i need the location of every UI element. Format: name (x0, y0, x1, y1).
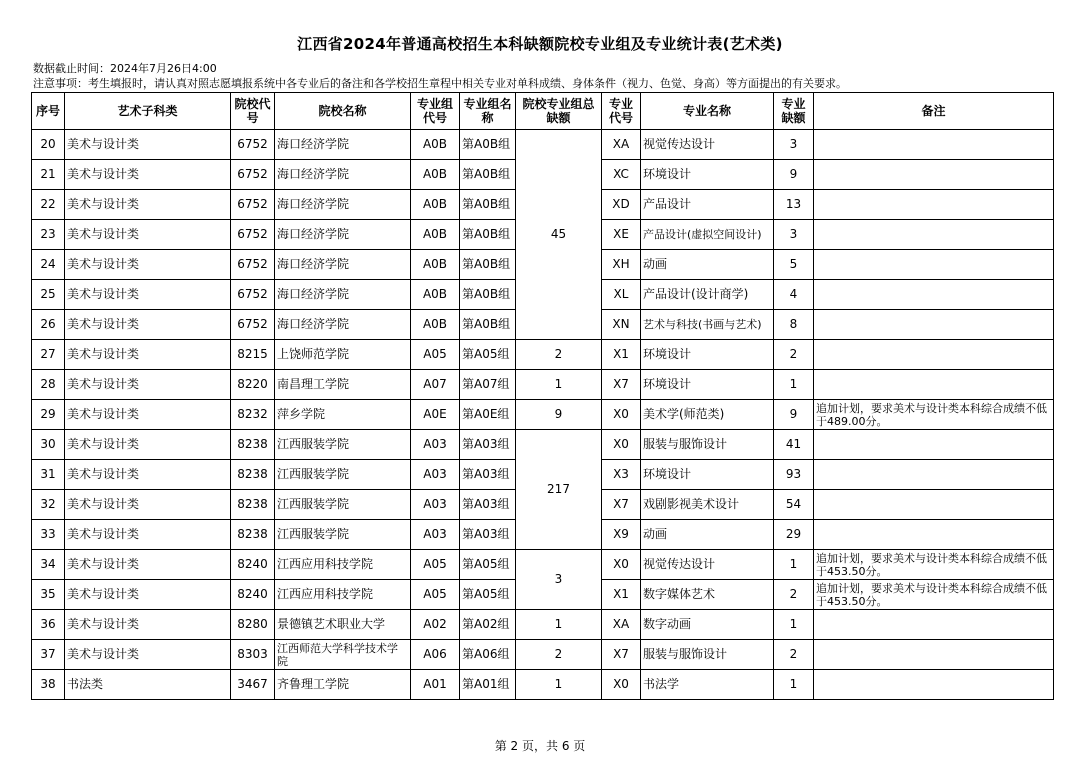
cell-seq: 33 (32, 520, 65, 550)
cell-group-code: A02 (411, 610, 460, 640)
header-major-code: 专业代号 (602, 93, 641, 130)
table-row (32, 400, 1054, 430)
cell-school-code: 3467 (231, 670, 275, 700)
cell-school-code: 8238 (231, 520, 275, 550)
cell-major-code: X7 (602, 370, 641, 400)
cell-seq: 35 (32, 580, 65, 610)
cell-major-vacancy: 8 (774, 310, 814, 340)
cell-remark (814, 490, 1054, 520)
cell-group-code: A05 (411, 340, 460, 370)
header-school-code: 院校代号 (231, 93, 275, 130)
cell-seq: 23 (32, 220, 65, 250)
cell-remark (814, 250, 1054, 280)
cell-major-name: 艺术与科技(书画与艺术) (641, 310, 774, 340)
cell-group-code: A0E (411, 400, 460, 430)
header-group-code: 专业组代号 (411, 93, 460, 130)
cell-group-code: A0B (411, 130, 460, 160)
cell-major-vacancy: 13 (774, 190, 814, 220)
cell-subcategory: 美术与设计类 (65, 520, 231, 550)
cell-seq: 30 (32, 430, 65, 460)
cell-school-name: 海口经济学院 (275, 220, 411, 250)
cell-school-code: 8215 (231, 340, 275, 370)
cell-school-code: 8220 (231, 370, 275, 400)
cell-remark (814, 340, 1054, 370)
cell-subcategory: 美术与设计类 (65, 160, 231, 190)
notice-text: 注意事项：考生填报时，请认真对照志愿填报系统中各专业后的备注和各学校招生章程中相关专业对单科成绩、身体条件（视力、色觉、身高）等方面提出的有关要求。 (33, 77, 847, 90)
cell-remark (814, 640, 1054, 670)
cell-school-name: 江西服装学院 (275, 520, 411, 550)
cell-school-code: 6752 (231, 160, 275, 190)
cell-major-code: X0 (602, 430, 641, 460)
cell-major-name: 书法学 (641, 670, 774, 700)
table-row (32, 550, 1054, 580)
cell-major-code: XA (602, 610, 641, 640)
cell-remark: 追加计划，要求美术与设计类本科综合成绩不低于453.50分。 (814, 550, 1054, 580)
cell-school-code: 6752 (231, 310, 275, 340)
cell-school-name: 海口经济学院 (275, 190, 411, 220)
cell-major-vacancy: 93 (774, 460, 814, 490)
cell-subcategory: 美术与设计类 (65, 370, 231, 400)
cell-major-vacancy: 1 (774, 370, 814, 400)
table-row (32, 340, 1054, 370)
header-subcategory: 艺术子科类 (65, 93, 231, 130)
cell-group-vacancy: 1 (516, 370, 602, 400)
cell-major-vacancy: 29 (774, 520, 814, 550)
cell-subcategory: 美术与设计类 (65, 460, 231, 490)
cell-remark (814, 130, 1054, 160)
cell-major-name: 动画 (641, 250, 774, 280)
cell-school-name: 海口经济学院 (275, 250, 411, 280)
cell-major-code: X1 (602, 340, 641, 370)
cell-group-name: 第A01组 (460, 670, 516, 700)
cell-school-name: 江西服装学院 (275, 430, 411, 460)
cell-remark: 追加计划，要求美术与设计类本科综合成绩不低于489.00分。 (814, 400, 1054, 430)
cell-seq: 22 (32, 190, 65, 220)
cell-major-name: 戏剧影视美术设计 (641, 490, 774, 520)
cell-group-name: 第A0B组 (460, 160, 516, 190)
header-group-vacancy: 院校专业组总缺额 (516, 93, 602, 130)
cell-group-code: A0B (411, 160, 460, 190)
cell-major-vacancy: 9 (774, 160, 814, 190)
cell-group-name: 第A0B组 (460, 250, 516, 280)
cell-school-code: 8238 (231, 460, 275, 490)
header-seq: 序号 (32, 93, 65, 130)
cell-school-name: 海口经济学院 (275, 130, 411, 160)
cell-group-name: 第A0B组 (460, 130, 516, 160)
cell-subcategory: 美术与设计类 (65, 340, 231, 370)
cell-group-code: A03 (411, 430, 460, 460)
cell-seq: 27 (32, 340, 65, 370)
cell-school-code: 6752 (231, 280, 275, 310)
cell-school-name: 齐鲁理工学院 (275, 670, 411, 700)
data-deadline: 数据截止时间：2024年7月26日4:00 (33, 62, 217, 75)
cell-group-code: A03 (411, 460, 460, 490)
cell-seq: 36 (32, 610, 65, 640)
cell-school-name: 萍乡学院 (275, 400, 411, 430)
cell-subcategory: 美术与设计类 (65, 580, 231, 610)
cell-group-name: 第A05组 (460, 340, 516, 370)
cell-group-code: A06 (411, 640, 460, 670)
cell-remark (814, 520, 1054, 550)
cell-major-code: X7 (602, 490, 641, 520)
cell-seq: 34 (32, 550, 65, 580)
cell-school-name: 江西服装学院 (275, 490, 411, 520)
table-row (32, 670, 1054, 700)
cell-seq: 32 (32, 490, 65, 520)
cell-major-vacancy: 5 (774, 250, 814, 280)
cell-major-name: 数字动画 (641, 610, 774, 640)
table-row (32, 430, 1054, 460)
cell-remark (814, 310, 1054, 340)
cell-group-name: 第A03组 (460, 430, 516, 460)
cell-school-code: 8240 (231, 550, 275, 580)
cell-school-name: 上饶师范学院 (275, 340, 411, 370)
cell-major-name: 数字媒体艺术 (641, 580, 774, 610)
cell-group-vacancy: 9 (516, 400, 602, 430)
cell-major-vacancy: 2 (774, 340, 814, 370)
cell-remark (814, 190, 1054, 220)
cell-group-vacancy: 45 (516, 130, 602, 340)
cell-remark (814, 460, 1054, 490)
cell-seq: 28 (32, 370, 65, 400)
cell-major-code: XH (602, 250, 641, 280)
cell-school-code: 8280 (231, 610, 275, 640)
cell-group-code: A0B (411, 250, 460, 280)
cell-major-name: 视觉传达设计 (641, 550, 774, 580)
cell-school-code: 6752 (231, 190, 275, 220)
table-row (32, 610, 1054, 640)
table-header-row (32, 93, 1054, 130)
cell-subcategory: 美术与设计类 (65, 640, 231, 670)
cell-seq: 29 (32, 400, 65, 430)
cell-group-vacancy: 2 (516, 340, 602, 370)
cell-remark: 追加计划，要求美术与设计类本科综合成绩不低于453.50分。 (814, 580, 1054, 610)
cell-group-name: 第A0E组 (460, 400, 516, 430)
cell-seq: 25 (32, 280, 65, 310)
cell-group-name: 第A02组 (460, 610, 516, 640)
cell-major-vacancy: 54 (774, 490, 814, 520)
table-row (32, 130, 1054, 160)
cell-remark (814, 280, 1054, 310)
cell-major-name: 动画 (641, 520, 774, 550)
cell-school-code: 6752 (231, 130, 275, 160)
cell-major-code: XL (602, 280, 641, 310)
cell-seq: 31 (32, 460, 65, 490)
cell-subcategory: 美术与设计类 (65, 250, 231, 280)
cell-group-code: A0B (411, 310, 460, 340)
cell-group-name: 第A05组 (460, 550, 516, 580)
cell-major-vacancy: 1 (774, 550, 814, 580)
cell-school-name: 海口经济学院 (275, 280, 411, 310)
cell-group-vacancy: 1 (516, 610, 602, 640)
cell-group-name: 第A07组 (460, 370, 516, 400)
cell-subcategory: 美术与设计类 (65, 280, 231, 310)
cell-group-code: A01 (411, 670, 460, 700)
cell-major-vacancy: 2 (774, 640, 814, 670)
cell-seq: 24 (32, 250, 65, 280)
cell-major-code: X1 (602, 580, 641, 610)
cell-remark (814, 160, 1054, 190)
cell-major-vacancy: 41 (774, 430, 814, 460)
cell-major-code: XD (602, 190, 641, 220)
cell-group-code: A05 (411, 550, 460, 580)
cell-major-name: 产品设计(设计商学) (641, 280, 774, 310)
cell-school-name: 海口经济学院 (275, 160, 411, 190)
cell-school-code: 8303 (231, 640, 275, 670)
cell-group-code: A03 (411, 490, 460, 520)
cell-remark (814, 370, 1054, 400)
cell-major-vacancy: 9 (774, 400, 814, 430)
cell-subcategory: 美术与设计类 (65, 190, 231, 220)
cell-group-name: 第A0B组 (460, 280, 516, 310)
cell-remark (814, 670, 1054, 700)
header-remark: 备注 (814, 93, 1054, 130)
cell-group-vacancy: 3 (516, 550, 602, 610)
cell-major-vacancy: 2 (774, 580, 814, 610)
cell-group-name: 第A03组 (460, 460, 516, 490)
cell-school-name: 景德镇艺术职业大学 (275, 610, 411, 640)
cell-group-name: 第A0B组 (460, 220, 516, 250)
page-title: 江西省2024年普通高校招生本科缺额院校专业组及专业统计表(艺术类) (297, 35, 783, 53)
cell-group-name: 第A05组 (460, 580, 516, 610)
cell-major-code: XE (602, 220, 641, 250)
cell-major-code: XC (602, 160, 641, 190)
cell-major-name: 环境设计 (641, 370, 774, 400)
cell-seq: 37 (32, 640, 65, 670)
cell-remark (814, 610, 1054, 640)
cell-major-vacancy: 3 (774, 130, 814, 160)
cell-major-name: 产品设计(虚拟空间设计) (641, 220, 774, 250)
cell-seq: 38 (32, 670, 65, 700)
cell-major-name: 美术学(师范类) (641, 400, 774, 430)
table-row (32, 370, 1054, 400)
cell-school-name: 江西应用科技学院 (275, 580, 411, 610)
header-group-name: 专业组名称 (460, 93, 516, 130)
cell-subcategory: 美术与设计类 (65, 310, 231, 340)
page-number: 第 2 页，共 6 页 (494, 739, 586, 753)
cell-subcategory: 美术与设计类 (65, 220, 231, 250)
cell-group-vacancy: 2 (516, 640, 602, 670)
cell-major-code: X0 (602, 670, 641, 700)
cell-school-name: 海口经济学院 (275, 310, 411, 340)
cell-major-code: X3 (602, 460, 641, 490)
cell-major-name: 环境设计 (641, 160, 774, 190)
cell-major-code: X0 (602, 550, 641, 580)
table-row (32, 640, 1054, 670)
cell-subcategory: 美术与设计类 (65, 490, 231, 520)
cell-group-code: A0B (411, 220, 460, 250)
cell-group-name: 第A0B组 (460, 310, 516, 340)
cell-subcategory: 美术与设计类 (65, 130, 231, 160)
cell-school-code: 8238 (231, 490, 275, 520)
cell-major-vacancy: 1 (774, 610, 814, 640)
cell-group-code: A05 (411, 580, 460, 610)
cell-group-code: A03 (411, 520, 460, 550)
cell-seq: 20 (32, 130, 65, 160)
cell-school-name: 南昌理工学院 (275, 370, 411, 400)
cell-school-code: 8232 (231, 400, 275, 430)
cell-remark (814, 430, 1054, 460)
cell-group-code: A0B (411, 280, 460, 310)
cell-group-vacancy: 217 (516, 430, 602, 550)
cell-remark (814, 220, 1054, 250)
cell-school-code: 8238 (231, 430, 275, 460)
cell-subcategory: 美术与设计类 (65, 550, 231, 580)
cell-seq: 26 (32, 310, 65, 340)
cell-subcategory: 美术与设计类 (65, 430, 231, 460)
cell-major-name: 环境设计 (641, 460, 774, 490)
cell-major-name: 服装与服饰设计 (641, 640, 774, 670)
cell-major-name: 环境设计 (641, 340, 774, 370)
cell-major-code: X0 (602, 400, 641, 430)
cell-subcategory: 美术与设计类 (65, 610, 231, 640)
cell-school-name: 江西服装学院 (275, 460, 411, 490)
header-major-name: 专业名称 (641, 93, 774, 130)
cell-major-name: 产品设计 (641, 190, 774, 220)
cell-major-code: XN (602, 310, 641, 340)
cell-major-code: X9 (602, 520, 641, 550)
cell-major-vacancy: 4 (774, 280, 814, 310)
cell-group-vacancy: 1 (516, 670, 602, 700)
cell-group-name: 第A03组 (460, 520, 516, 550)
cell-major-code: X7 (602, 640, 641, 670)
cell-school-code: 6752 (231, 220, 275, 250)
cell-school-name: 江西师范大学科学技术学院 (275, 640, 411, 670)
cell-major-name: 服装与服饰设计 (641, 430, 774, 460)
cell-major-vacancy: 3 (774, 220, 814, 250)
cell-major-code: XA (602, 130, 641, 160)
header-major-vacancy: 专业缺额 (774, 93, 814, 130)
cell-group-code: A0B (411, 190, 460, 220)
cell-group-name: 第A06组 (460, 640, 516, 670)
header-school-name: 院校名称 (275, 93, 411, 130)
cell-subcategory: 书法类 (65, 670, 231, 700)
cell-group-name: 第A0B组 (460, 190, 516, 220)
cell-school-name: 江西应用科技学院 (275, 550, 411, 580)
cell-group-code: A07 (411, 370, 460, 400)
cell-school-code: 6752 (231, 250, 275, 280)
cell-school-code: 8240 (231, 580, 275, 610)
vacancy-table (31, 92, 1054, 700)
cell-seq: 21 (32, 160, 65, 190)
cell-subcategory: 美术与设计类 (65, 400, 231, 430)
cell-group-name: 第A03组 (460, 490, 516, 520)
cell-major-vacancy: 1 (774, 670, 814, 700)
cell-major-name: 视觉传达设计 (641, 130, 774, 160)
